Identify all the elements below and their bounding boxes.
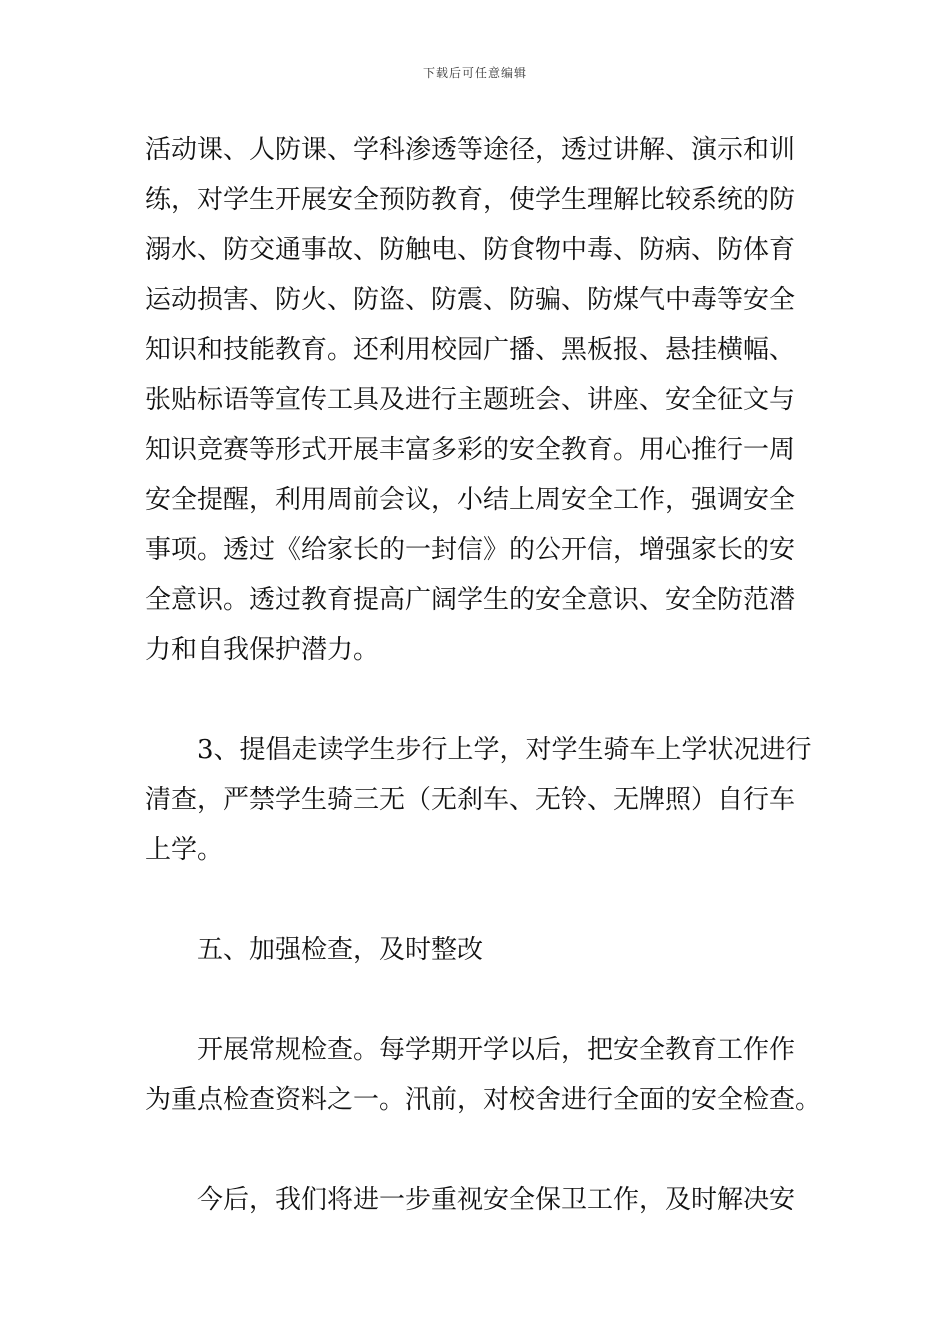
text-line: 事项。透过《给家长的一封信》的公开信，增强家长的安: [145, 535, 796, 565]
section-heading: 五、加强检查，及时整改: [197, 935, 484, 965]
text-line: 开展常规检查。每学期开学以后，把安全教育工作作: [197, 1035, 796, 1065]
text-line: 运动损害、防火、防盗、防震、防骗、防煤气中毒等安全: [145, 285, 796, 315]
text-line: 溺水、防交通事故、防触电、防食物中毒、防病、防体育: [145, 235, 796, 265]
text-line: 上学。: [145, 835, 224, 865]
paragraph-spacer: [145, 675, 810, 725]
text-line: 张贴标语等宣传工具及进行主题班会、讲座、安全征文与: [145, 385, 796, 415]
page-header: 下载后可任意编辑: [422, 66, 527, 80]
paragraph-future: [145, 1175, 810, 1225]
text-line: 活动课、人防课、学科渗透等途径，透过讲解、演示和训: [145, 135, 796, 165]
text-line: 练，对学生开展安全预防教育，使学生理解比较系统的防: [145, 185, 796, 215]
paragraph-spacer: [145, 875, 810, 925]
paragraph-spacer: [145, 1125, 810, 1175]
text-line: 为重点检查资料之一。汛前，对校舍进行全面的安全检查。: [145, 1085, 822, 1115]
text-line: 知识和技能教育。还利用校园广播、黑板报、悬挂横幅、: [145, 335, 796, 365]
text-line: 3、提倡走读学生步行上学，对学生骑车上学状况进行: [197, 735, 812, 765]
document-body: [145, 125, 822, 1225]
text-line: 力和自我保护潜力。: [145, 635, 380, 665]
text-line: 今后，我们将进一步重视安全保卫工作，及时解决安: [197, 1185, 796, 1215]
paragraph-spacer: [145, 975, 810, 1025]
text-line: 清查，严禁学生骑三无（无刹车、无铃、无牌照）自行车: [145, 785, 796, 815]
section-heading-5: [145, 925, 810, 975]
text-line: 安全提醒，利用周前会议，小结上周安全工作，强调安全: [145, 485, 796, 515]
paragraph-inspection: [145, 1025, 822, 1125]
text-line: 全意识。透过教育提高广阔学生的安全意识、安全防范潜: [145, 585, 796, 615]
text-line: 知识竞赛等形式开展丰富多彩的安全教育。用心推行一周: [145, 435, 796, 465]
paragraph-item-3: [145, 725, 810, 875]
paragraph-safety-education: [145, 125, 810, 675]
